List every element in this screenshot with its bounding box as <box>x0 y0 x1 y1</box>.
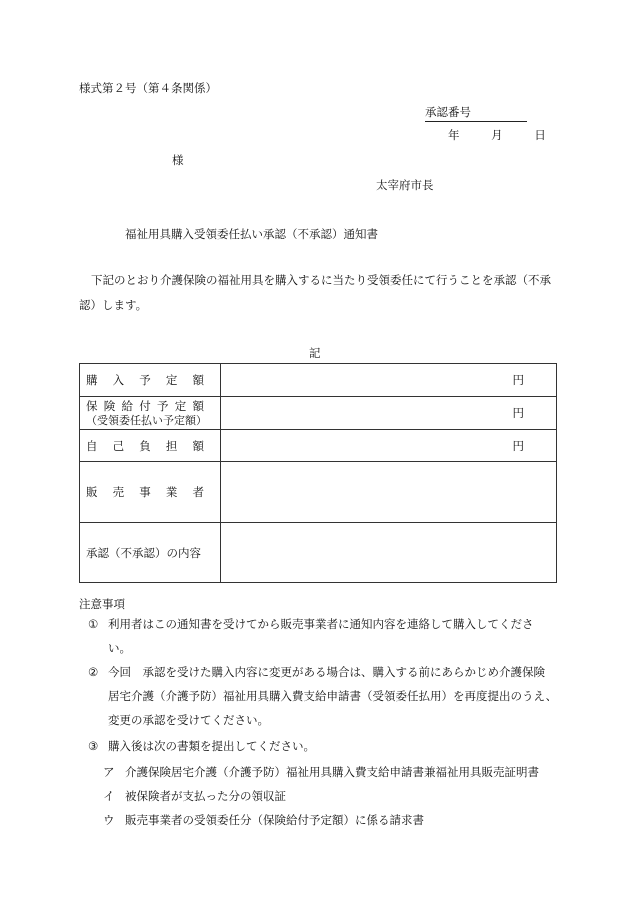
approval-content-field[interactable] <box>221 523 557 583</box>
body-text: 下記のとおり介護保険の福祉用具を購入するに当たり受領委任にて行うことを承認（不承認）します。 <box>79 273 551 312</box>
label-char: 定 <box>165 373 178 387</box>
label-char: 予 <box>157 399 169 413</box>
table-row <box>80 523 557 583</box>
note-line: 利用者はこの通知書を受けてから販売事業者に通知内容を連絡して購入してくださ <box>108 617 534 631</box>
yen-unit: 円 <box>512 406 524 420</box>
document-title: 福祉用具購入受領委任払い承認（不承認）通知書 <box>125 227 378 241</box>
sub-item-text: 販売事業者の受領委任分（保険給付予定額）に係る請求書 <box>125 813 424 827</box>
issuer: 太宰府市長 <box>376 178 434 192</box>
note-line: 居宅介護（介護予防）福祉用具購入費支給申請書（受領委任払用）を再度提出のうえ、 <box>108 689 558 703</box>
label-char: 者 <box>192 485 204 499</box>
row-label <box>80 397 221 430</box>
table-row <box>80 397 557 430</box>
sub-item-text: 介護保険居宅介護（介護予防）福祉用具購入費支給申請書兼福祉用具販売証明書 <box>125 765 539 779</box>
kana-marker: イ <box>103 789 115 803</box>
yen-unit: 円 <box>512 438 524 453</box>
vendor-field[interactable] <box>221 462 557 523</box>
label-char: 負 <box>139 438 151 453</box>
label-char: 保 <box>86 399 98 413</box>
sub-item <box>103 788 286 804</box>
label-char: 定 <box>174 399 187 413</box>
note-line: い。 <box>108 641 131 655</box>
date-line <box>448 127 546 143</box>
label-char: 売 <box>112 485 125 499</box>
label-char: 給 <box>121 399 133 413</box>
note-item <box>88 738 315 754</box>
sub-item <box>103 812 424 828</box>
ki-heading: 記 <box>309 346 321 360</box>
sub-item <box>103 764 539 780</box>
kana-marker: ウ <box>103 813 115 827</box>
row-label: 承認（不承認）の内容 <box>80 523 221 583</box>
table-row <box>80 364 557 397</box>
note-number: ② <box>88 665 99 679</box>
date-day: 日 <box>534 128 546 142</box>
purchase-amount-field[interactable] <box>221 364 557 397</box>
label-char: 事 <box>139 485 151 499</box>
label-char: 付 <box>139 399 151 413</box>
form-id: 様式第２号（第４条関係） <box>79 81 217 95</box>
label-char: 額 <box>192 373 204 387</box>
addressee-suffix: 様 <box>172 153 184 167</box>
note-line: 今回 承認を受けた購入内容に変更がある場合は、購入する前にあらかじめ介護保険 <box>108 665 545 679</box>
table-row <box>80 462 557 523</box>
approval-number-field[interactable]: 承認番号 <box>425 104 527 122</box>
label-char: 険 <box>103 399 116 413</box>
note-item <box>88 616 534 632</box>
label-char: 担 <box>165 438 178 453</box>
table-row <box>80 430 557 462</box>
insurance-benefit-field[interactable] <box>221 397 557 430</box>
notes-heading: 注意事項 <box>79 597 125 611</box>
label-char: 額 <box>192 438 204 453</box>
label-char: 自 <box>86 438 98 453</box>
note-line: 購入後は次の書類を提出してください。 <box>108 739 315 753</box>
note-line: 変更の承認を受けてください。 <box>108 713 269 727</box>
sub-item-text: 被保険者が支払った分の領収証 <box>125 789 286 803</box>
row-label <box>80 462 221 523</box>
date-month: 月 <box>491 128 503 142</box>
details-table <box>79 363 557 583</box>
label-char: 予 <box>139 373 151 387</box>
label-char: 入 <box>112 373 125 387</box>
self-pay-field[interactable] <box>221 430 557 462</box>
row-label <box>80 430 221 462</box>
label-char: 購 <box>86 373 98 387</box>
label-char: 業 <box>165 485 178 499</box>
label-char: 販 <box>86 485 98 499</box>
note-number: ③ <box>88 739 99 753</box>
label-char: 己 <box>112 438 125 453</box>
label-char: 額 <box>192 399 204 413</box>
row-sublabel: （受領委任払い予定額） <box>86 414 207 427</box>
kana-marker: ア <box>103 765 115 779</box>
note-number: ① <box>88 617 99 631</box>
date-year: 年 <box>448 128 460 142</box>
row-label <box>80 364 221 397</box>
yen-unit: 円 <box>512 373 524 387</box>
note-item <box>88 664 545 680</box>
